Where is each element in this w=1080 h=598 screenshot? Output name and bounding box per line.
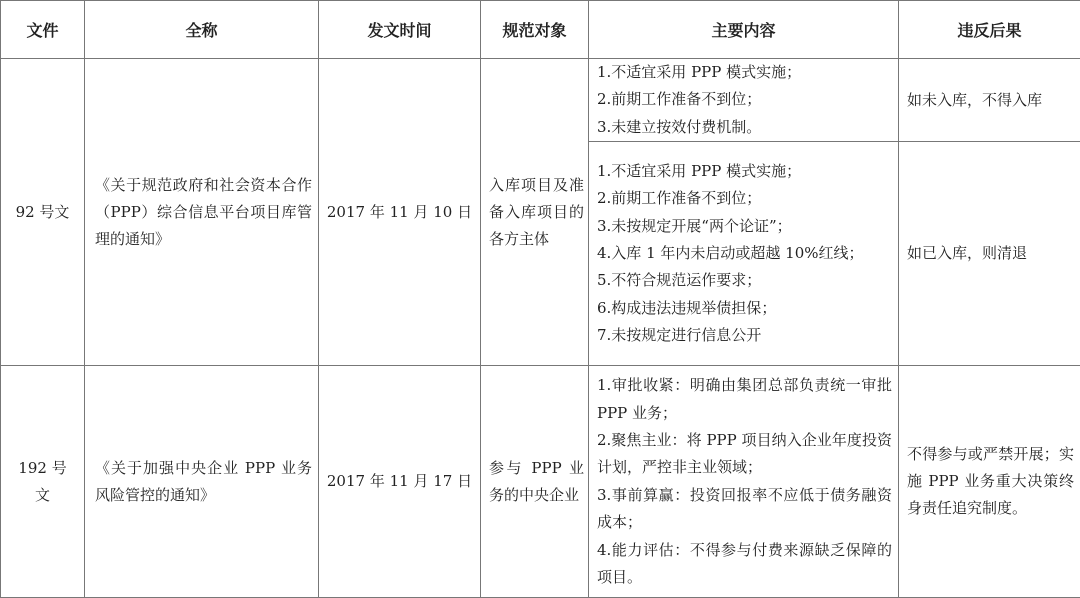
doc-cell: 92 号文 — [1, 59, 85, 366]
header-fullname: 全称 — [85, 1, 319, 59]
list-item: 3.事前算赢：投资回报率不应低于债务融资成本； — [597, 482, 892, 537]
list-item: 4.能力评估：不得参与付费来源缺乏保障的项目。 — [597, 537, 892, 592]
table-row — [1, 366, 1080, 598]
target-cell: 入库项目及准备入库项目的各方主体 — [481, 59, 589, 366]
fullname-cell: 《关于规范政府和社会资本合作（PPP）综合信息平台项目库管理的通知》 — [85, 59, 319, 366]
list-item: 2.聚焦主业：将 PPP 项目纳入企业年度投资计划，严控非主业领域； — [597, 427, 892, 482]
header-content: 主要内容 — [589, 1, 899, 59]
list-item: 3.未按规定开展“两个论证”； — [597, 213, 892, 240]
date-cell: 2017 年 11 月 10 日 — [319, 59, 481, 366]
consequence-cell: 不得参与或严禁开展；实施 PPP 业务重大决策终身责任追究制度。 — [899, 366, 1080, 598]
list-item: 5.不符合规范运作要求； — [597, 267, 892, 294]
fullname-cell: 《关于加强中央企业 PPP 业务风险管控的通知》 — [85, 366, 319, 598]
doc-cell: 192 号文 — [1, 366, 85, 598]
target-cell: 参与 PPP 业务的中央企业 — [481, 366, 589, 598]
list-item: 6.构成违法违规举债担保； — [597, 295, 892, 322]
list-item: 1.审批收紧：明确由集团总部负责统一审批 PPP 业务； — [597, 372, 892, 427]
header-doc: 文件 — [1, 1, 85, 59]
table-row — [1, 59, 1080, 142]
content-cell — [589, 366, 899, 598]
header-date: 发文时间 — [319, 1, 481, 59]
list-item: 2.前期工作准备不到位； — [597, 86, 892, 113]
consequence-cell: 如未入库，不得入库 — [899, 59, 1080, 142]
list-item: 3.未建立按效付费机制。 — [597, 114, 892, 141]
list-item: 1.不适宜采用 PPP 模式实施； — [597, 59, 892, 86]
header-target: 规范对象 — [481, 1, 589, 59]
list-item: 2.前期工作准备不到位； — [597, 185, 892, 212]
content-cell — [589, 59, 899, 142]
header-row — [1, 1, 1080, 59]
content-cell — [589, 142, 899, 366]
list-item: 7.未按规定进行信息公开 — [597, 322, 892, 349]
consequence-cell: 如已入库，则清退 — [899, 142, 1080, 366]
header-consequence: 违反后果 — [899, 1, 1080, 59]
list-item: 4.入库 1 年内未启动或超越 10%红线； — [597, 240, 892, 267]
date-cell: 2017 年 11 月 17 日 — [319, 366, 481, 598]
list-item: 1.不适宜采用 PPP 模式实施； — [597, 158, 892, 185]
